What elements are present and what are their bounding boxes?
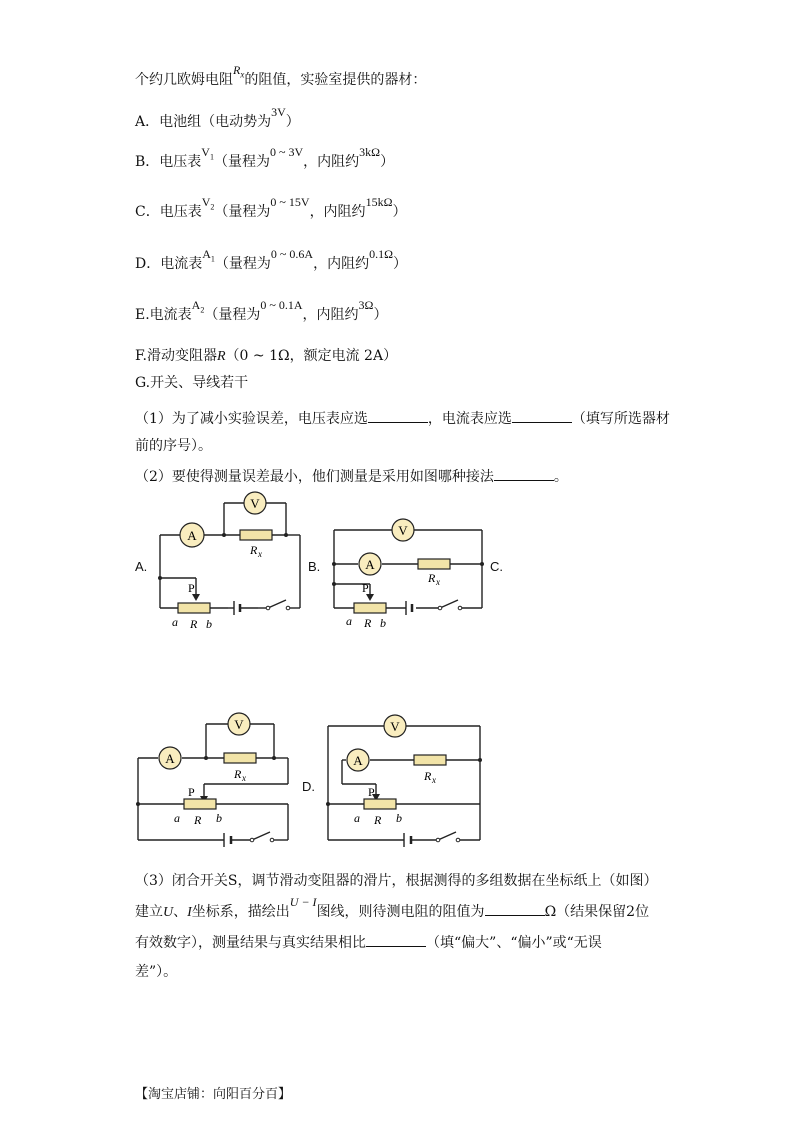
svg-text:A: A bbox=[165, 751, 175, 766]
question-3-line1: （3）闭合开关S，调节滑动变阻器的滑片，根据测得的多组数据在坐标纸上（如图） bbox=[135, 873, 658, 889]
svg-text:P: P bbox=[368, 785, 375, 799]
item-g: G.开关、导线若干 bbox=[135, 375, 249, 391]
item-f: F.滑动变阻器R（0 ~ 1Ω，额定电流 2A） bbox=[135, 348, 398, 364]
resistor-rx bbox=[414, 755, 446, 765]
item-a: A．电池组（电动势为3V） bbox=[135, 105, 300, 130]
option-d-label: D. bbox=[302, 779, 315, 794]
answer-blank-resistance[interactable] bbox=[485, 901, 545, 916]
svg-text:x: x bbox=[432, 775, 436, 785]
circuit-d bbox=[318, 708, 493, 858]
rheostat bbox=[354, 603, 386, 613]
svg-text:P: P bbox=[188, 581, 195, 595]
svg-text:R: R bbox=[250, 543, 258, 557]
svg-text:a: a bbox=[174, 811, 180, 825]
svg-text:P: P bbox=[362, 581, 369, 595]
rx-symbol: $R_x$ bbox=[233, 63, 245, 80]
svg-text:A: A bbox=[187, 528, 197, 543]
svg-text:R: R bbox=[424, 769, 432, 783]
item-c: C．电压表$V_2$（量程为0 ~ 15V，内阻约15kΩ） bbox=[135, 195, 407, 220]
resistor-rx bbox=[224, 753, 256, 763]
item-b: B．电压表$V_1$（量程为0 ~ 3V，内阻约3kΩ） bbox=[135, 145, 395, 170]
intro-line bbox=[135, 63, 427, 94]
svg-text:x: x bbox=[258, 549, 262, 559]
svg-text:V: V bbox=[250, 496, 260, 511]
question-1-line1: （1）为了减小实验误差，电压表应选 ，电流表应选 （填写所选器材 bbox=[135, 408, 670, 429]
item-d: D．电流表$A_1$（量程为0 ~ 0.6A，内阻约0.1Ω） bbox=[135, 247, 407, 272]
svg-text:a: a bbox=[354, 811, 360, 825]
resistor-rx bbox=[240, 530, 272, 540]
svg-text:A: A bbox=[365, 557, 375, 572]
rheostat bbox=[178, 603, 210, 613]
question-1-line2: 前的序号）。 bbox=[135, 438, 212, 454]
question-2: （2）要使得测量误差最小，他们测量是采用如图哪种接法 。 bbox=[135, 466, 568, 487]
svg-text:P: P bbox=[188, 785, 195, 799]
intro-suffix: 的阻值，实验室提供的器材： bbox=[244, 72, 427, 88]
svg-text:b: b bbox=[216, 811, 222, 825]
circuit-b bbox=[322, 510, 492, 635]
answer-blank-comparison[interactable] bbox=[366, 932, 426, 947]
question-3-line4: 差”）。 bbox=[135, 964, 178, 980]
svg-text:b: b bbox=[206, 617, 212, 631]
svg-text:x: x bbox=[436, 577, 440, 587]
svg-text:x: x bbox=[242, 773, 246, 783]
svg-text:a: a bbox=[172, 615, 178, 629]
question-3-line3: 有效数字），测量结果与真实结果相比 （填“偏大”、“偏小”或“无误 bbox=[135, 932, 602, 953]
svg-text:a: a bbox=[346, 614, 352, 628]
item-e: E.电流表$A_2$（量程为0 ~ 0.1A，内阻约3Ω） bbox=[135, 298, 388, 323]
svg-text:R: R bbox=[364, 616, 372, 630]
svg-text:R: R bbox=[374, 813, 382, 827]
svg-text:R: R bbox=[428, 571, 436, 585]
svg-text:b: b bbox=[380, 616, 386, 630]
option-a-label: A. bbox=[135, 559, 148, 574]
svg-text:A: A bbox=[353, 753, 363, 768]
svg-text:R: R bbox=[194, 813, 202, 827]
option-b-label: B. bbox=[308, 559, 321, 574]
circuit-a bbox=[150, 490, 310, 635]
intro-prefix: 个约几欧姆电阻 bbox=[135, 72, 233, 88]
answer-blank-circuit[interactable] bbox=[494, 466, 554, 481]
answer-blank-ammeter[interactable] bbox=[512, 408, 572, 423]
circuit-c bbox=[128, 708, 298, 858]
svg-text:V: V bbox=[234, 717, 244, 732]
rheostat bbox=[184, 799, 216, 809]
question-3-line2: 建立U、I坐标系，描绘出U − I图线，则待测电阻的阻值为 Ω（结果保留2位 bbox=[135, 895, 650, 920]
option-c-label: C. bbox=[490, 559, 503, 574]
answer-blank-voltmeter[interactable] bbox=[368, 408, 428, 423]
svg-text:R: R bbox=[234, 767, 242, 781]
resistor-rx bbox=[418, 559, 450, 569]
svg-text:V: V bbox=[390, 719, 400, 734]
svg-text:R: R bbox=[190, 617, 198, 631]
svg-text:V: V bbox=[398, 523, 408, 538]
rheostat bbox=[364, 799, 396, 809]
footer-shop-note: 【淘宝店铺：向阳百分百】 bbox=[135, 1087, 292, 1102]
svg-text:b: b bbox=[396, 811, 402, 825]
